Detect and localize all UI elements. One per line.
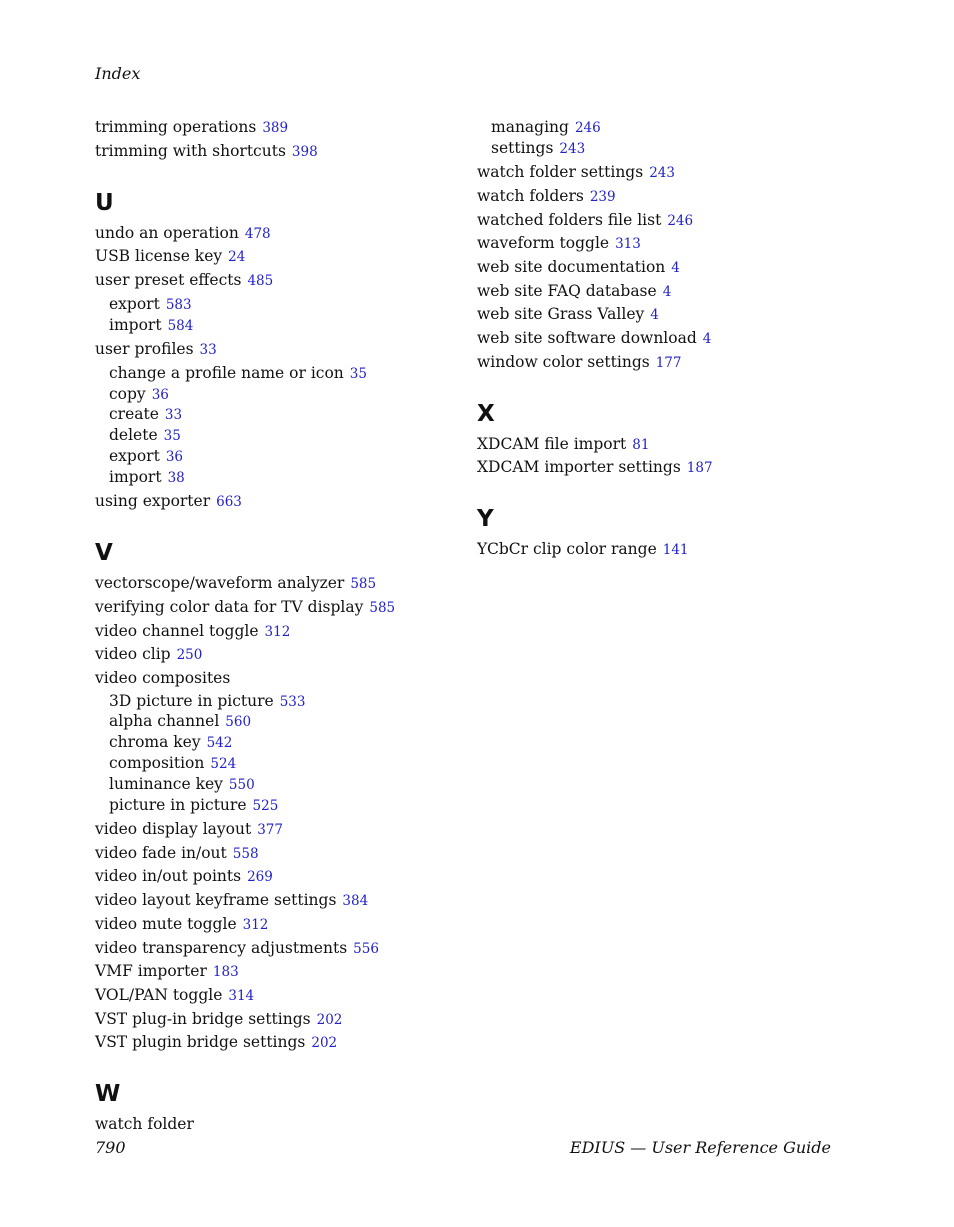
page-link[interactable]: 550 (228, 776, 255, 793)
subentry-term: composition (109, 754, 205, 773)
index-entry (95, 891, 465, 911)
subentry-term: alpha channel (109, 712, 220, 731)
index-entry (477, 353, 847, 373)
subentry-term: export (109, 446, 160, 465)
page-link[interactable]: 177 (655, 354, 682, 371)
section-letter: U (95, 189, 114, 216)
index-entry (477, 540, 847, 560)
page-link[interactable]: 485 (247, 273, 274, 290)
page-link[interactable]: 4 (662, 283, 672, 300)
index-subentry (95, 775, 465, 796)
index-entry (95, 340, 465, 360)
page-link[interactable]: 24 (228, 249, 246, 266)
index-subentry (95, 295, 465, 316)
page-link[interactable]: 583 (165, 296, 192, 313)
entry-term: web site software download (477, 329, 697, 348)
page-link[interactable]: 243 (559, 140, 586, 157)
entry-term: watched folders file list (477, 210, 662, 229)
page-link[interactable]: 377 (257, 822, 283, 839)
page-link[interactable]: 33 (199, 342, 217, 359)
index-entry (95, 118, 465, 138)
index-subentry (477, 118, 847, 139)
index-entry (95, 844, 465, 864)
subentry-term: change a profile name or icon (109, 363, 344, 382)
index-entry (477, 163, 847, 183)
subentry-term: chroma key (109, 733, 201, 752)
index-entry (477, 282, 847, 302)
page-link[interactable]: 35 (163, 428, 181, 445)
index-entry (95, 669, 465, 688)
entry-term: using exporter (95, 492, 211, 511)
entry-term: user preset effects (95, 271, 242, 290)
page-link[interactable]: 398 (291, 143, 318, 160)
page-link[interactable]: 585 (350, 576, 377, 593)
subentry-term: import (109, 467, 162, 486)
index-entry (477, 305, 847, 325)
index-entry (95, 574, 465, 594)
entry-term: web site FAQ database (477, 281, 657, 300)
page-link[interactable]: 202 (316, 1011, 343, 1028)
entry-term: USB license key (95, 247, 223, 266)
subentry-term: copy (109, 384, 146, 403)
index-entry (95, 867, 465, 887)
entry-term: undo an operation (95, 223, 239, 242)
page-link[interactable]: 584 (167, 317, 194, 334)
entry-term: user profiles (95, 340, 194, 359)
index-entry (477, 329, 847, 349)
entry-term: video display layout (95, 820, 252, 839)
page-link[interactable]: 187 (686, 460, 713, 477)
index-entry (95, 598, 465, 618)
page-link[interactable]: 36 (165, 448, 183, 465)
page-link[interactable]: 4 (702, 331, 712, 348)
entry-term: trimming with shortcuts (95, 141, 286, 160)
index-subentry (95, 468, 465, 489)
index-entry (95, 645, 465, 665)
subentry-term: managing (491, 118, 569, 136)
index-subentry (95, 712, 465, 733)
index-entry (477, 458, 847, 478)
page-link[interactable]: 525 (252, 797, 279, 814)
running-header: Index (95, 64, 141, 83)
index-entry (95, 915, 465, 935)
page-link[interactable]: 4 (650, 307, 659, 324)
subentry-term: luminance key (109, 774, 223, 793)
page-number: 790 (95, 1138, 126, 1157)
index-entry (477, 435, 847, 455)
page-link[interactable]: 246 (667, 212, 694, 229)
subentry-term: export (109, 294, 160, 313)
page-link[interactable]: 202 (311, 1035, 338, 1052)
entry-term: watch folders (477, 186, 584, 205)
entry-term: video layout keyframe settings (95, 891, 337, 910)
page-link[interactable]: 36 (151, 386, 169, 403)
page-link[interactable]: 250 (176, 647, 203, 664)
index-entry (95, 142, 465, 162)
entry-term: XDCAM file import (477, 434, 627, 453)
index-entry (95, 939, 465, 959)
entry-term: video mute toggle (95, 914, 237, 933)
index-subentry (95, 754, 465, 775)
section-letter: V (95, 540, 113, 567)
guide-title: EDIUS — User Reference Guide (569, 1138, 831, 1157)
entry-term: watch folder (95, 1115, 194, 1134)
index-entry (95, 271, 465, 291)
index-subentry (95, 316, 465, 337)
page-link[interactable]: 246 (574, 120, 601, 136)
entry-term: verifying color data for TV display (95, 597, 364, 616)
subentry-term: delete (109, 426, 158, 445)
index-entry (95, 492, 465, 512)
page-link[interactable]: 33 (164, 407, 183, 424)
entry-term: YCbCr clip color range (477, 540, 657, 559)
page-link[interactable]: 243 (649, 165, 675, 182)
section-letter: W (95, 1081, 121, 1108)
entry-term: XDCAM importer settings (477, 458, 681, 477)
index-column-left (95, 118, 465, 1138)
index-subentry (95, 364, 465, 385)
index-entry (477, 258, 847, 278)
subentry-term: 3D picture in picture (109, 691, 274, 710)
index-subentry (95, 426, 465, 447)
entry-term: video channel toggle (95, 621, 259, 640)
subentry-term: settings (491, 138, 554, 157)
index-subentry (95, 405, 465, 426)
index-entry (95, 820, 465, 840)
page-link[interactable]: 542 (206, 735, 233, 752)
index-entry (95, 1010, 465, 1030)
index-entry (95, 962, 465, 982)
subentry-term: import (109, 315, 162, 334)
entry-term: trimming operations (95, 118, 257, 136)
entry-term: VOL/PAN toggle (95, 985, 223, 1004)
index-column-right (477, 118, 847, 564)
entry-term: watch folder settings (477, 163, 644, 182)
index-subentry (95, 796, 465, 817)
index-entry (477, 211, 847, 231)
page-link[interactable]: 524 (210, 756, 237, 773)
entry-term: web site Grass Valley (477, 305, 645, 324)
entry-term: video clip (95, 645, 171, 664)
index-subentry (477, 139, 847, 160)
page-link[interactable]: 556 (353, 940, 379, 957)
entry-term: web site documentation (477, 258, 666, 277)
entry-term: VST plug-in bridge settings (95, 1009, 311, 1028)
page-link[interactable]: 384 (342, 893, 369, 910)
index-subentry (95, 385, 465, 406)
page-link[interactable]: 313 (615, 236, 641, 253)
page-link[interactable]: 4 (671, 260, 680, 277)
page-link[interactable]: 38 (167, 469, 185, 486)
page-link[interactable]: 389 (262, 120, 289, 136)
index-entry (95, 247, 465, 267)
page-link[interactable]: 183 (212, 964, 239, 981)
index-entry (95, 1033, 465, 1053)
entry-term: video fade in/out (95, 843, 227, 862)
page-link[interactable]: 663 (216, 494, 242, 511)
page-link[interactable]: 533 (279, 693, 306, 710)
page-link[interactable]: 312 (242, 916, 269, 933)
section-letter: Y (477, 506, 494, 533)
index-subentry (95, 733, 465, 754)
entry-term: video transparency adjustments (95, 938, 348, 957)
section-letter: X (477, 400, 495, 427)
page-link[interactable]: 269 (247, 869, 273, 886)
page-link[interactable]: 81 (632, 436, 650, 453)
page-link[interactable]: 558 (232, 845, 259, 862)
page-link[interactable]: 239 (589, 188, 616, 205)
index-entry (477, 187, 847, 207)
index-entry (95, 224, 465, 244)
subentry-term: create (109, 405, 159, 424)
index-entry (95, 622, 465, 642)
page-link[interactable]: 560 (225, 714, 252, 731)
entry-term: vectorscope/waveform analyzer (95, 574, 345, 593)
page-link[interactable]: 314 (228, 987, 255, 1004)
index-entry (477, 234, 847, 254)
entry-term: VMF importer (95, 962, 207, 981)
entry-term: video composites (95, 668, 231, 687)
index-subentry (95, 447, 465, 468)
page-link[interactable]: 312 (264, 623, 291, 640)
entry-term: VST plugin bridge settings (95, 1033, 306, 1052)
index-entry (95, 986, 465, 1006)
page-link[interactable]: 585 (369, 599, 396, 616)
index-subentry (95, 692, 465, 713)
entry-term: window color settings (477, 352, 650, 371)
page-link[interactable]: 478 (244, 225, 271, 242)
index-entry (95, 1115, 465, 1134)
page-link[interactable]: 35 (349, 365, 367, 382)
entry-term: video in/out points (95, 867, 242, 886)
entry-term: waveform toggle (477, 234, 610, 253)
page-link[interactable]: 141 (662, 542, 689, 559)
subentry-term: picture in picture (109, 795, 247, 814)
